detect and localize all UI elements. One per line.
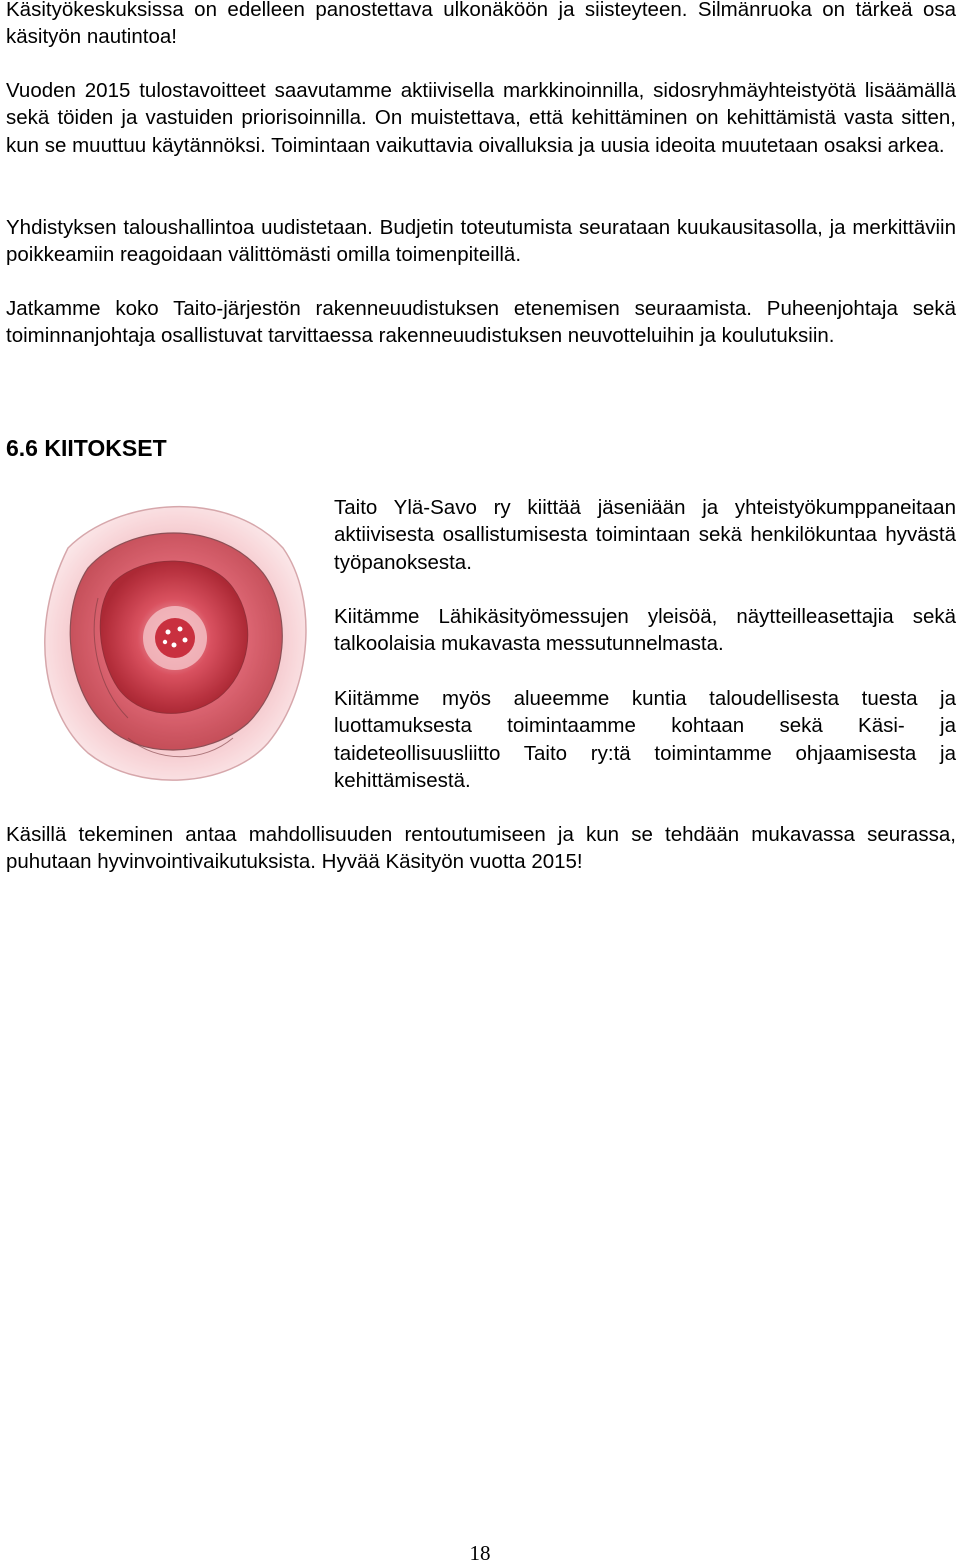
closing-paragraph: Käsillä tekeminen antaa mahdollisuuden rentoutumiseen ja kun se tehdään mukavassa seurassa, puhutaan hyvinvointivaikutuksista. Hyvää Käsityön vuotta 2015!	[6, 823, 956, 874]
paragraph-goals: Vuoden 2015 tulostavoitteet saavutamme aktiivisella markkinoinnilla, sidosryhmäyhteistyötä lisäämällä sekä töiden ja vastuiden priorisoinnilla. On muistettava, että kehittäminen on kehittämistä vasta sitten, kun se muuttuu käytännöksi. Toimintaan vaikuttavia oivalluksia ja uusia ideoita muutetaan osaksi arkea.	[6, 79, 956, 157]
thanks-members: Taito Ylä-Savo ry kiittää jäseniään ja yhteistyökumppaneitaan aktiivisesta osallistumisesta toimintaan sekä henkilökuntaa hyvästä työpanoksesta.	[334, 496, 956, 574]
paragraph-restructuring: Jatkamme koko Taito-järjestön rakenneuudistuksen etenemisen seuraamista. Puheenjohtaja sekä toiminnanjohtaja osallistuvat tarvittaessa rakenneuudistuksen neuvotteluihin ja koulutuksiin.	[6, 297, 956, 348]
section-heading: 6.6 KIITOKSET	[6, 435, 167, 461]
paragraph-showroom: Käsityökeskuksissa on edelleen panostettava ulkonäköön ja siisteyteen. Silmänruoka on tärkeä osa käsityön nautintoa!	[6, 0, 956, 49]
fabric-rose-icon	[28, 488, 318, 794]
thanks-fair: Kiitämme Lähikäsityömessujen yleisöä, näytteilleasettajia sekä talkoolaisia mukavasta messutunnelmasta.	[334, 605, 956, 656]
paragraph-finance: Yhdistyksen taloushallintoa uudistetaan. Budjetin toteutumista seurataan kuukausitasolla, ja merkittäviin poikkeamiin reagoidaan välittömästi omilla toimenpiteillä.	[6, 216, 956, 267]
thanks-municipalities: Kiitämme myös alueemme kuntia taloudellisesta tuesta ja luottamuksesta toimintaamme kohtaan sekä Käsi- ja taideteollisuusliitto Taito ry:tä toimintamme ohjaamisesta ja kehittämisestä.	[334, 687, 956, 792]
page-number: 18	[469, 1541, 491, 1565]
rose-image	[28, 488, 318, 794]
